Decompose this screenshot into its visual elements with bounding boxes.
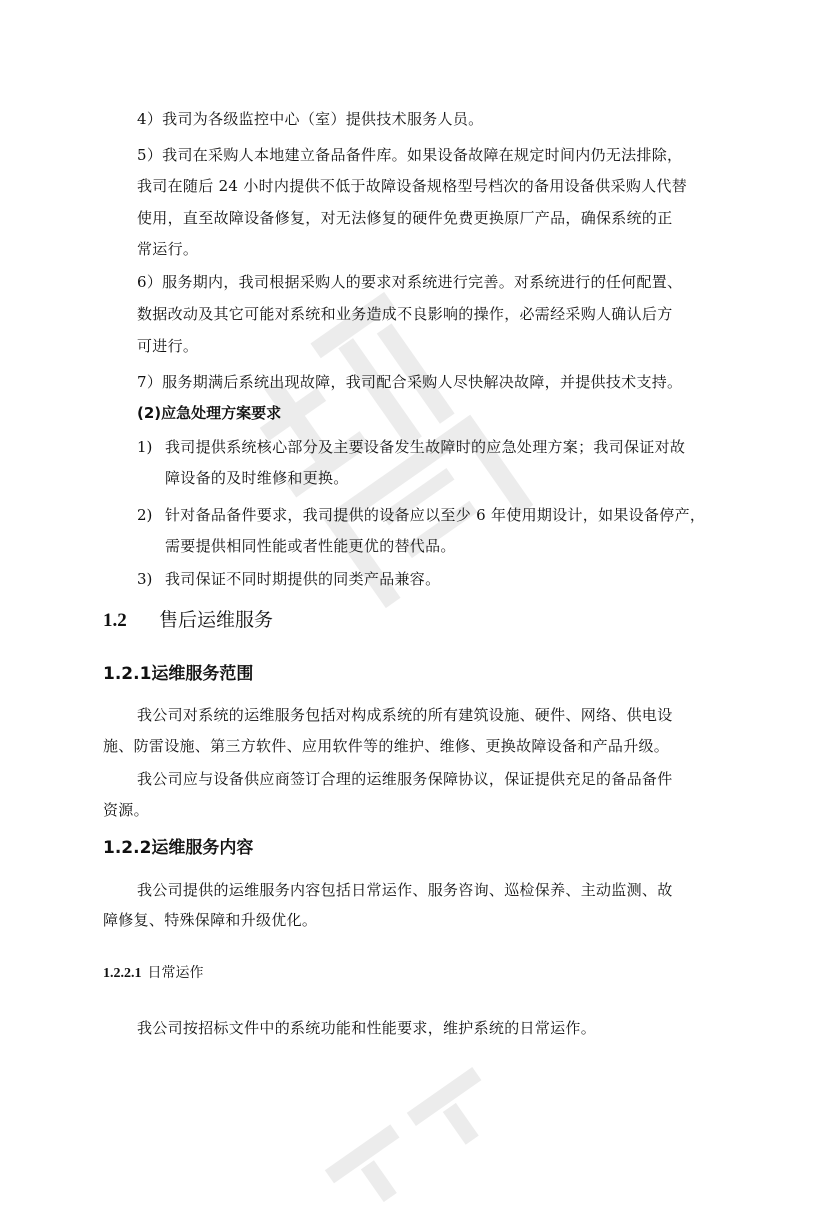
- list-item-6: 6）服务期内，我司根据采购人的要求对系统进行完善。对系统进行的任何配置、: [137, 273, 683, 291]
- emergency-item-2-line-1: 针对备品备件要求，我司提供的设备应以至少 6 年使用期设计，如果设备停产，: [165, 506, 706, 524]
- watermark-logo-bottom: [297, 1039, 523, 1231]
- section-1-2-2-1-number: 1.2.2.1: [103, 966, 142, 981]
- emergency-item-1-line-2: 障设备的及时维修和更换。: [165, 469, 349, 487]
- section-1-2-2-para-line-2: 障修复、特殊保障和升级优化。: [103, 911, 318, 929]
- list-item-5: 5）我司在采购人本地建立备品备件库。如果设备故障在规定时间内仍无法排除，: [137, 146, 683, 164]
- emergency-item-2-label: 2): [137, 506, 153, 524]
- list-item-5-cont-1: 我司在随后 24 小时内提供不低于故障设备规格型号档次的备用设备供采购人代替: [137, 177, 688, 195]
- list-item-6-cont-1: 数据改动及其它可能对系统和业务造成不良影响的操作，必需经采购人确认后方: [137, 305, 673, 323]
- emergency-item-2-line-2: 需要提供相同性能或者性能更优的替代品。: [165, 537, 456, 555]
- section-1-2-2-1-para: 我公司按招标文件中的系统功能和性能要求，维护系统的日常运作。: [137, 1019, 597, 1037]
- section-1-2-1-para-1-line-1: 我公司对系统的运维服务包括对构成系统的所有建筑设施、硬件、网络、供电设: [137, 706, 673, 724]
- list-item-5-cont-3: 常运行。: [137, 240, 199, 258]
- section-1-2-1-heading: 1.2.1运维服务范围: [103, 664, 254, 684]
- section-1-2-1-para-2-line-2: 资源。: [103, 801, 149, 819]
- section-1-2-2-1-title: 日常运作: [147, 965, 204, 981]
- section-1-2-title: 售后运维服务: [159, 609, 274, 631]
- emergency-item-1-line-1: 我司提供系统核心部分及主要设备发生故障时的应急处理方案；我司保证对故: [165, 438, 686, 456]
- section-1-2-heading: [103, 607, 273, 634]
- section-1-2-1-para-2-line-1: 我公司应与设备供应商签订合理的运维服务保障协议，保证提供充足的备品备件: [137, 770, 673, 788]
- section-1-2-2-1-heading: [103, 963, 204, 984]
- emergency-item-1-label: 1): [137, 438, 153, 456]
- list-item-5-cont-2: 使用，直至故障设备修复，对无法修复的硬件免费更换原厂产品，确保系统的正: [137, 209, 673, 227]
- emergency-item-3-label: 3): [137, 570, 153, 588]
- section-1-2-1-para-1-line-2: 施、防雷设施、第三方软件、应用软件等的维护、维修、更换故障设备和产品升级。: [103, 737, 670, 755]
- section-1-2-2-para-line-1: 我公司提供的运维服务内容包括日常运作、服务咨询、巡检保养、主动监测、故: [137, 881, 673, 899]
- emergency-item-3-line-1: 我司保证不同时期提供的同类产品兼容。: [165, 570, 441, 588]
- list-item-6-cont-2: 可进行。: [137, 337, 199, 355]
- list-item-7: 7）服务期满后系统出现故障，我司配合采购人尽快解决故障，并提供技术支持。: [137, 373, 683, 391]
- section-1-2-number: 1.2: [103, 610, 127, 631]
- section-1-2-2-heading: 1.2.2运维服务内容: [103, 838, 254, 858]
- list-item-4: 4）我司为各级监控中心（室）提供技术服务人员。: [137, 110, 484, 128]
- emergency-heading: (2)应急处理方案要求: [137, 404, 282, 422]
